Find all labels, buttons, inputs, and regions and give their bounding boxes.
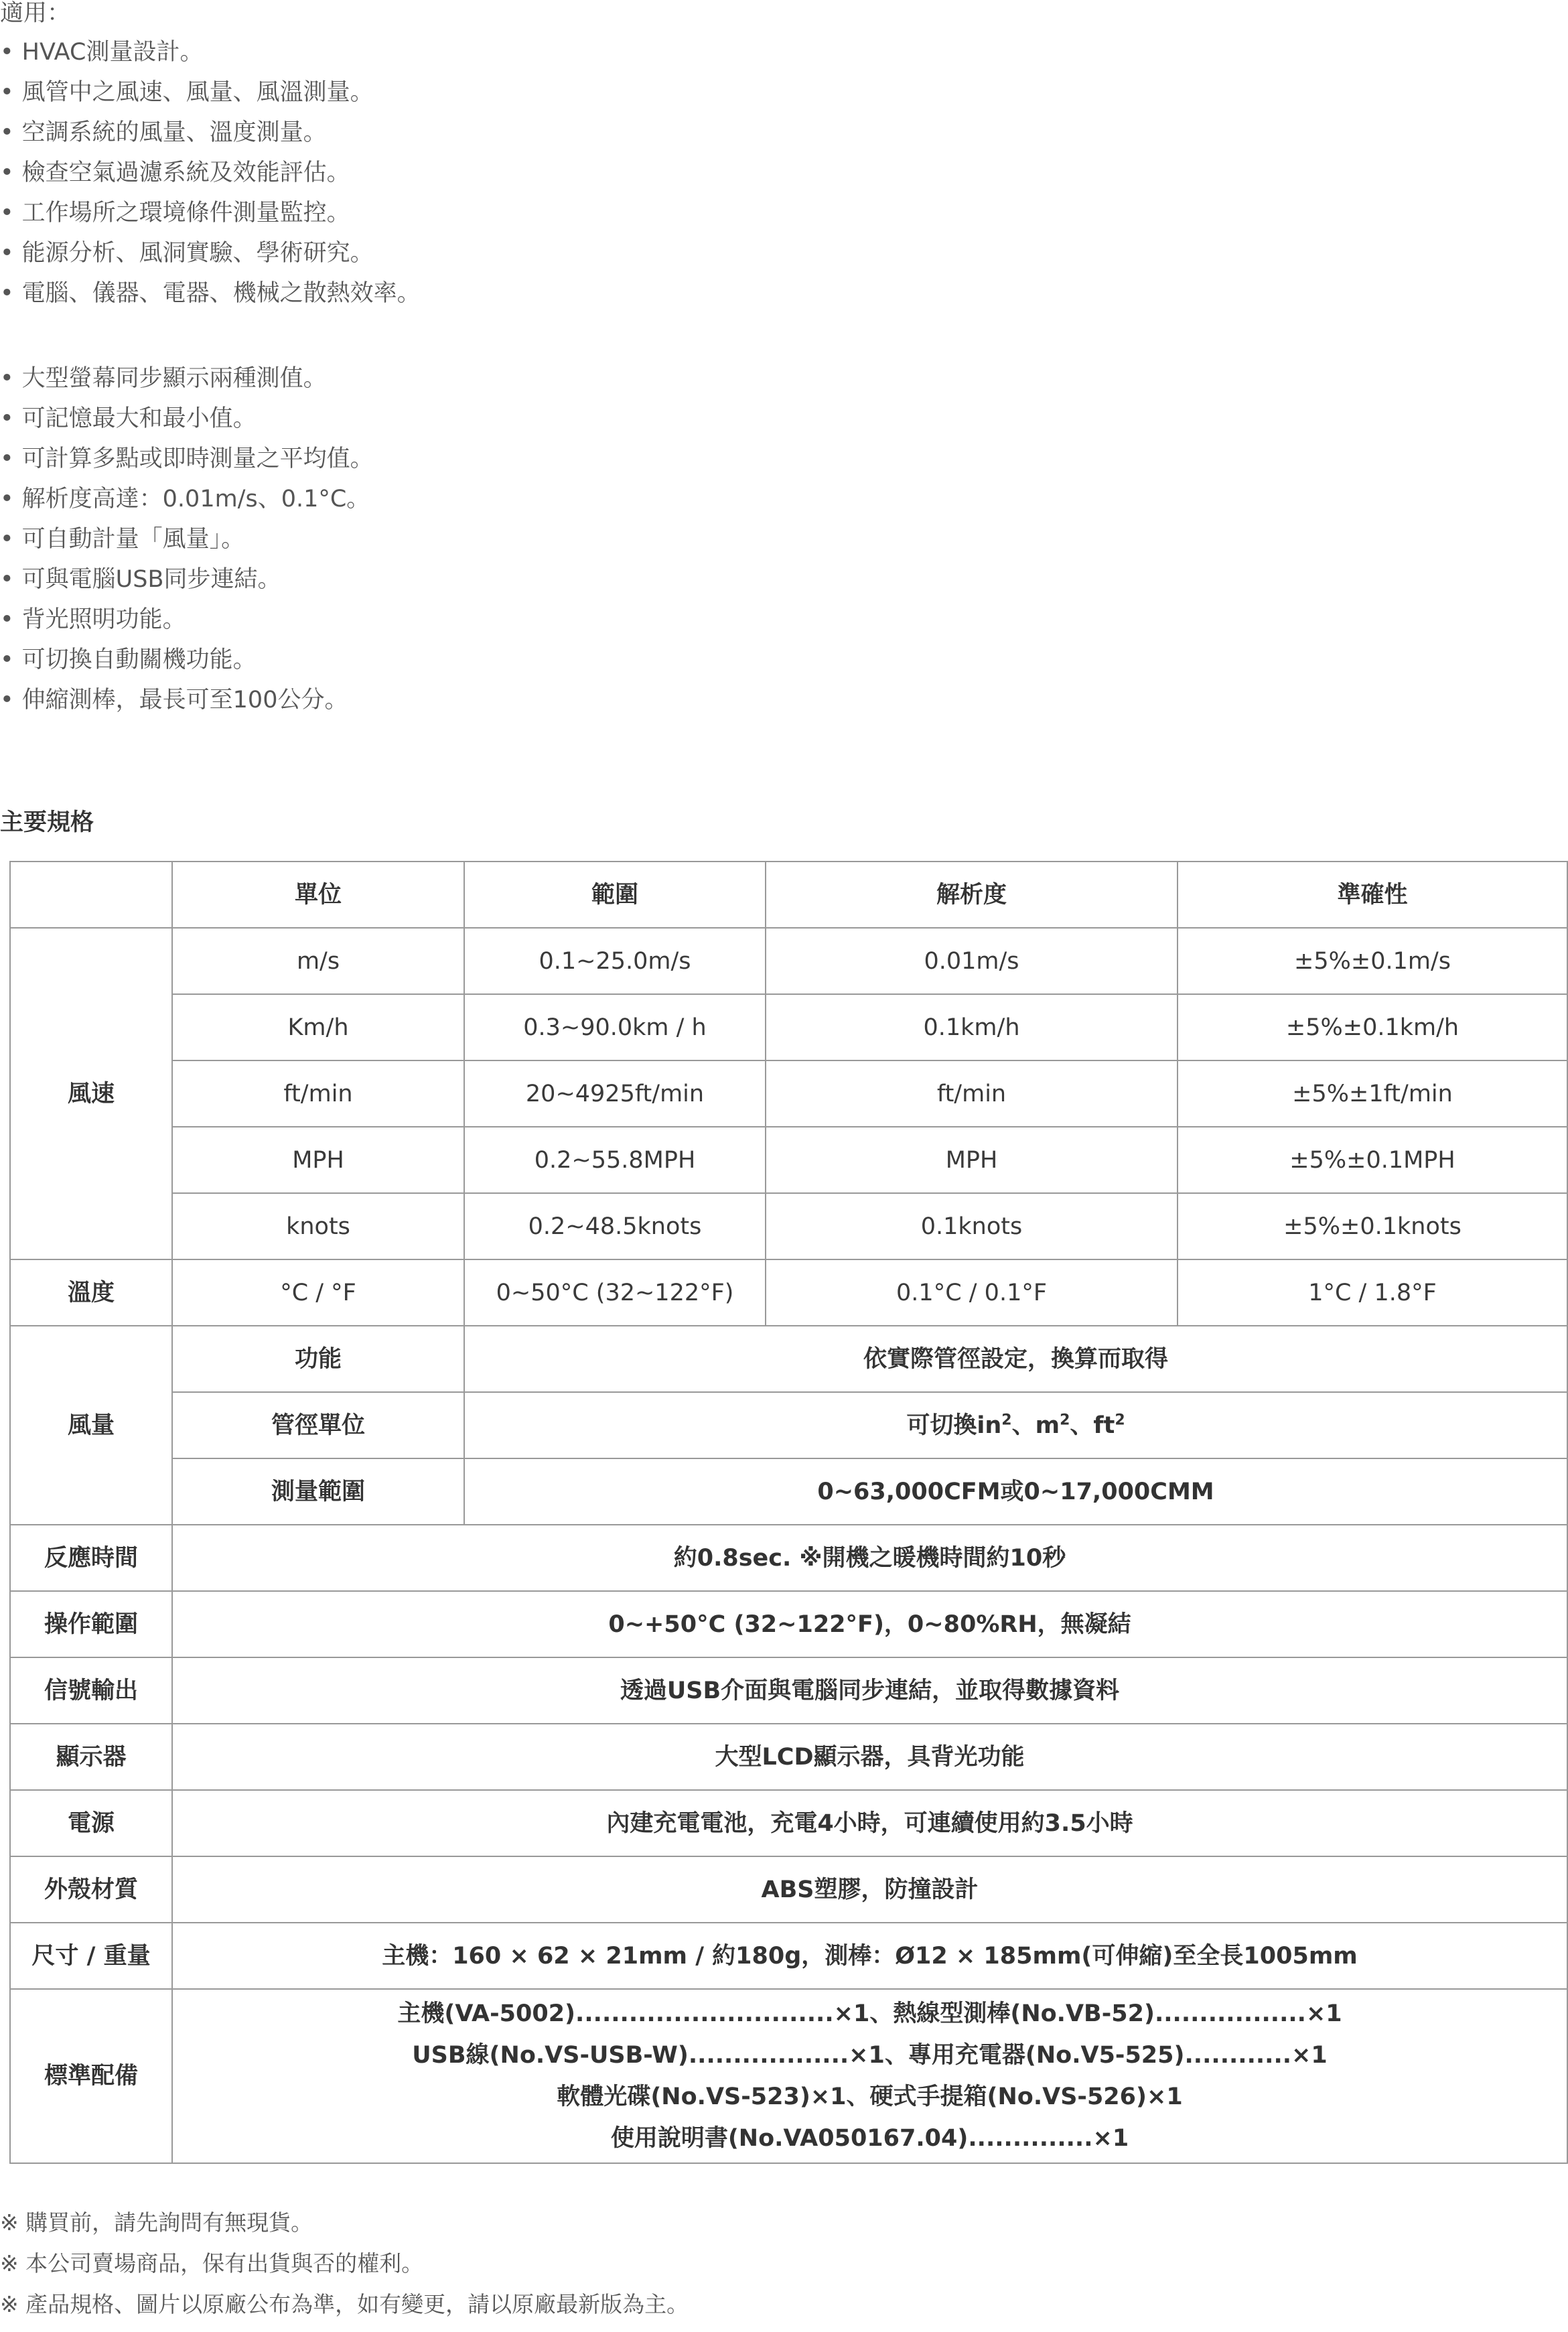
power-value: 內建充電電池，充電4小時，可連續使用約3.5小時 bbox=[172, 1790, 1567, 1856]
display-label: 顯示器 bbox=[10, 1724, 172, 1790]
table-row bbox=[10, 1326, 1567, 1392]
note-item: ※ 本公司賣場商品，保有出貨與否的權利。 bbox=[0, 2250, 424, 2276]
list-item: • 電腦、儀器、電器、機械之散熱效率。 bbox=[0, 280, 421, 320]
duct-unit-label: 管徑單位 bbox=[172, 1392, 464, 1458]
table-row bbox=[10, 1989, 1567, 2163]
housing-value: ABS塑膠，防撞設計 bbox=[172, 1856, 1567, 1923]
response-time-label: 反應時間 bbox=[10, 1525, 172, 1591]
list-item: • 可切換自動關機功能。 bbox=[0, 646, 374, 687]
table-row bbox=[10, 1657, 1567, 1724]
table-cell: 0.1knots bbox=[766, 1193, 1178, 1259]
operating-range-value: 0~+50°C (32~122°F)，0~80%RH，無凝結 bbox=[172, 1591, 1567, 1657]
header-unit: 單位 bbox=[172, 862, 464, 928]
housing-label: 外殼材質 bbox=[10, 1856, 172, 1923]
duct-unit-sep: 、ft bbox=[1070, 1412, 1115, 1439]
list-item: • 可記憶最大和最小值。 bbox=[0, 405, 374, 445]
table-row bbox=[10, 1458, 1567, 1525]
header-resolution: 解析度 bbox=[766, 862, 1178, 928]
table-row bbox=[10, 1060, 1567, 1127]
table-row bbox=[10, 1127, 1567, 1193]
table-cell: ±5%±0.1m/s bbox=[1178, 928, 1567, 994]
duct-unit-value bbox=[464, 1392, 1567, 1458]
header-range: 範圍 bbox=[464, 862, 766, 928]
accessories-value bbox=[172, 1989, 1567, 2163]
table-row bbox=[10, 1856, 1567, 1923]
table-cell: knots bbox=[172, 1193, 464, 1259]
table-cell: 0.1°C / 0.1°F bbox=[766, 1259, 1178, 1326]
table-cell: 0.1km/h bbox=[766, 994, 1178, 1060]
duct-unit-prefix: 可切換in bbox=[906, 1412, 1002, 1439]
table-cell: ±5%±0.1km/h bbox=[1178, 994, 1567, 1060]
list-item: • HVAC測量設計。 bbox=[0, 39, 421, 79]
table-cell: 0.2~48.5knots bbox=[464, 1193, 766, 1259]
table-cell: ±5%±1ft/min bbox=[1178, 1060, 1567, 1127]
table-row bbox=[10, 1259, 1567, 1326]
operating-range-label: 操作範圍 bbox=[10, 1591, 172, 1657]
notes-list bbox=[0, 2209, 689, 2332]
list-item: • 可與電腦USB同步連結。 bbox=[0, 566, 374, 606]
table-cell: 0~50°C (32~122°F) bbox=[464, 1259, 766, 1326]
list-item: • 背光照明功能。 bbox=[0, 606, 374, 646]
list-item: • 風管中之風速、風量、風溫測量。 bbox=[0, 79, 421, 119]
accessories-label: 標準配備 bbox=[10, 1989, 172, 2163]
table-row bbox=[10, 994, 1567, 1060]
table-cell: ±5%±0.1knots bbox=[1178, 1193, 1567, 1259]
list-item: • 工作場所之環境條件測量監控。 bbox=[0, 200, 421, 240]
spec-table bbox=[9, 861, 1568, 2164]
table-cell: Km/h bbox=[172, 994, 464, 1060]
table-cell: 0.3~90.0km / h bbox=[464, 994, 766, 1060]
signal-output-label: 信號輸出 bbox=[10, 1657, 172, 1724]
table-row bbox=[10, 928, 1567, 994]
accessory-line: USB線(No.VS-USB-W)..................×1、專用充電器(No.V5-525)............×1 bbox=[412, 2042, 1328, 2069]
list-item: • 可計算多點或即時測量之平均值。 bbox=[0, 445, 374, 486]
table-cell: 0.01m/s bbox=[766, 928, 1178, 994]
table-row bbox=[10, 1392, 1567, 1458]
superscript: 2 bbox=[1060, 1411, 1070, 1428]
accessory-line: 使用說明書(No.VA050167.04)..............×1 bbox=[610, 2125, 1129, 2152]
applicable-heading: 適用： bbox=[0, 0, 71, 27]
list-item: • 大型螢幕同步顯示兩種測值。 bbox=[0, 365, 374, 405]
applicable-list bbox=[0, 39, 421, 320]
table-cell: 0.1~25.0m/s bbox=[464, 928, 766, 994]
table-row bbox=[10, 1790, 1567, 1856]
table-cell: 20~4925ft/min bbox=[464, 1060, 766, 1127]
feature-list bbox=[0, 365, 374, 727]
superscript: 2 bbox=[1115, 1411, 1125, 1428]
duct-unit-sep: 、m bbox=[1011, 1412, 1060, 1439]
dimensions-value: 主機：160 × 62 × 21mm / 約180g，測棒：Ø12 × 185mm(可伸縮)至全長1005mm bbox=[172, 1923, 1567, 1989]
table-row bbox=[10, 1724, 1567, 1790]
dimensions-label: 尺寸 / 重量 bbox=[10, 1923, 172, 1989]
note-item: ※ 產品規格、圖片以原廠公布為準，如有變更，請以原廠最新版為主。 bbox=[0, 2291, 689, 2317]
table-cell: 0.2~55.8MPH bbox=[464, 1127, 766, 1193]
response-time-value: 約0.8sec. ※開機之暖機時間約10秒 bbox=[172, 1525, 1567, 1591]
table-corner-cell bbox=[10, 862, 172, 928]
air-volume-label: 風量 bbox=[10, 1326, 172, 1525]
list-item: • 檢查空氣過濾系統及效能評估。 bbox=[0, 159, 421, 200]
table-row bbox=[10, 1923, 1567, 1989]
header-accuracy: 準確性 bbox=[1178, 862, 1567, 928]
table-cell: m/s bbox=[172, 928, 464, 994]
note-item: ※ 購買前，請先詢問有無現貨。 bbox=[0, 2209, 313, 2236]
list-item: • 空調系統的風量、溫度測量。 bbox=[0, 119, 421, 159]
table-cell: °C / °F bbox=[172, 1259, 464, 1326]
table-row bbox=[10, 1591, 1567, 1657]
measure-range-label: 測量範圍 bbox=[172, 1458, 464, 1525]
measure-range-value: 0~63,000CFM或0~17,000CMM bbox=[464, 1458, 1567, 1525]
table-cell: ±5%±0.1MPH bbox=[1178, 1127, 1567, 1193]
table-header-row bbox=[10, 862, 1567, 928]
list-item: • 可自動計量「風量」。 bbox=[0, 526, 374, 566]
table-cell: ft/min bbox=[766, 1060, 1178, 1127]
list-item: • 能源分析、風洞實驗、學術研究。 bbox=[0, 240, 421, 280]
display-value: 大型LCD顯示器，具背光功能 bbox=[172, 1724, 1567, 1790]
table-cell: MPH bbox=[766, 1127, 1178, 1193]
temperature-label: 溫度 bbox=[10, 1259, 172, 1326]
signal-output-value: 透過USB介面與電腦同步連結，並取得數據資料 bbox=[172, 1657, 1567, 1724]
table-row bbox=[10, 1193, 1567, 1259]
list-item: • 解析度高達：0.01m/s、0.1°C。 bbox=[0, 486, 374, 526]
table-row bbox=[10, 1525, 1567, 1591]
function-label: 功能 bbox=[172, 1326, 464, 1392]
list-item: • 伸縮測棒，最長可至100公分。 bbox=[0, 687, 374, 727]
power-label: 電源 bbox=[10, 1790, 172, 1856]
spec-heading: 主要規格 bbox=[0, 809, 94, 836]
table-cell: ft/min bbox=[172, 1060, 464, 1127]
function-value: 依實際管徑設定，換算而取得 bbox=[464, 1326, 1567, 1392]
accessory-line: 軟體光碟(No.VS-523)×1、硬式手提箱(No.VS-526)×1 bbox=[557, 2083, 1183, 2110]
table-cell: 1°C / 1.8°F bbox=[1178, 1259, 1567, 1326]
accessory-line: 主機(VA-5002).............................×1、熱線型測棒(No.VB-52).................×1 bbox=[397, 2000, 1342, 2027]
superscript: 2 bbox=[1001, 1411, 1012, 1428]
wind-speed-label: 風速 bbox=[10, 928, 172, 1259]
table-cell: MPH bbox=[172, 1127, 464, 1193]
